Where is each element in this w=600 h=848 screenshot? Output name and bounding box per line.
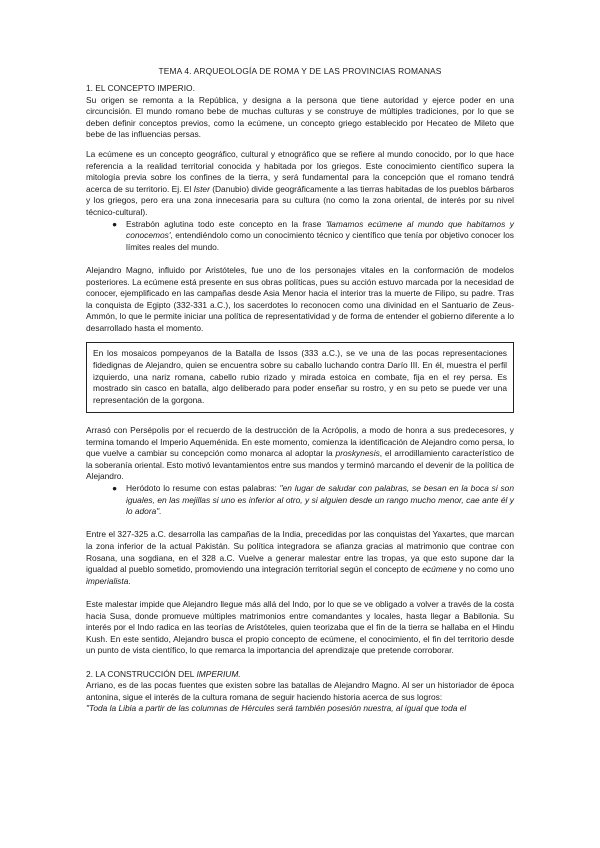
document-page bbox=[86, 66, 514, 715]
highlight-box bbox=[86, 342, 514, 413]
paragraph: Alejandro Magno, influido por Aristóteles, fue uno de los personajes vitales en la conformación de modelos posteriores. La ecúmene está presente en sus obras políticas, pues su acción estuvo marcada por la necesidad de conocer, ejemplificado en las campañas desde Asia Menor hacia el interior tras la muerte de Filipo, su padre. Tras la conquista de Egipto (332-331 a.C.), los sacerdotes lo reconocen como una divinidad en el Santuario de Zeus-Ammón, lo que le permite iniciar una política de representatividad y de forma de entender el gobierno diferente a lo desarrollado hasta el momento. bbox=[86, 264, 514, 333]
paragraph: La ecúmene es un concepto geográfico, cultural y etnográfico que se refiere al mundo conocido, por lo que hace referencia a la realidad territorial conocida y habitada por los griegos. Este conocimiento científico supera la mitología previa sobre los confines de la tierra, y será fundamental para la concepción que el romano tendrá acerca de su territorio. Ej. El Ister (Danubio) divide geográficamente a las tierras habitadas de los pueblos bárbaros y los griegos, pero era una zona innecesaria para su cultura (no como la zona oriental, de interés por su nivel técnico-cultural). bbox=[86, 148, 514, 217]
paragraph: Este malestar impide que Alejandro llegue más allá del Indo, por lo que se ve obligado a volver a través de la costa hacia Susa, donde promueve múltiples matrimonios entre comandantes y locales, hasta llegar a Babilonia. Su interés por el Indo radica en las teorías de Aristóteles, quien teorizaba que el fin de la tierra se hallaba en el Hindu Kush. En este sentido, Alejandro busca el propio concepto de ecúmene, el conocimiento, el fin del territorio desde un punto de vista científico, lo que remarca la importancia del aprendizaje que pretende corroborar. bbox=[86, 598, 514, 656]
section-2-heading: 2. LA CONSTRUCCIÓN DEL IMPERIUM. bbox=[86, 668, 241, 679]
box-text: En los mosaicos pompeyanos de la Batalla de Issos (333 a.C.), se ve una de las pocas representaciones fidedignas de Alejandro, quien se encuentra sobre su caballo luchando contra Darío III. En él, muestra el perfil izquierdo, una nariz romana, cabello rubio rizado y mirada estoica en combate, fija en el rey persa. Es mostrado sin casco en batalla, algo deliberado para poder enseñar su rostro, y en su peto se puede ver una representación de la gorgona. bbox=[93, 348, 507, 405]
list-item: ● Heródoto lo resume con estas palabras: "en lugar de saludar con palabras, se besan en la boca si son iguales, en las mejillas si uno es inferior al otro, y si alguien desde un rango mucho menor, cae ante él y lo adora". bbox=[112, 483, 514, 517]
paragraph: Su origen se remonta a la República, y designa a la persona que tiene autoridad y ejerce poder en una circuncisión. El mundo romano bebe de muchas culturas y se construye de múltiples tradiciones, por lo que se deben definir conceptos previos, como la ecúmene, un concepto griego establecido por Hecateo de Mileto que bebe de las influencias persas. bbox=[86, 94, 514, 140]
bullet-list bbox=[86, 219, 514, 254]
list-item: ● Estrabón aglutina todo este concepto en la frase 'llamamos ecúmene al mundo que habitamos y conocemos', entendiéndolo como un conocimiento técnico y científico que tenía por objetivo conocer los límites reales del mundo. bbox=[112, 218, 514, 252]
quote-text: "Toda la Libia a partir de las columnas de Hércules será también posesión nuestra, al igual que toda el bbox=[86, 703, 467, 714]
bullet-icon: ● bbox=[112, 218, 118, 229]
bullet-list bbox=[86, 483, 514, 518]
paragraph: Entre el 327-325 a.C. desarrolla las campañas de la India, precedidas por las conquistas del Yaxartes, que marcan la zona inferior de la actual Pakistán. Su política integradora se afianza gracias al matrimonio que contrae con Rosana, una sogdiana, en el 328 a.C. Vuelve a generar malestar entre las tropas, ya que esto supone dar la igualdad al pueblo sometido, promoviendo una integración territorial según el concepto de ecúmene y no como uno imperialista. bbox=[86, 529, 514, 586]
bullet-icon: ● bbox=[112, 483, 118, 493]
document-title: TEMA 4. ARQUEOLOGÍA DE ROMA Y DE LAS PROVINCIAS ROMANAS bbox=[158, 66, 442, 76]
paragraph: Arrasó con Persépolis por el recuerdo de la destrucción de la Acrópolis, a modo de honra a sus predecesores, y termina tomando el Imperio Aqueménida. En este momento, comienza la identificación de Alejandro como persa, lo que vuelve a cambiar su concepción como monarca al adoptar la proskynesis, el arrodillamiento característico de la soberanía oriental. Esto motivó levantamientos entre sus mandos y terminó marcando el devenir de la política de Alejandro. bbox=[86, 425, 514, 482]
paragraph: Arriano, es de las pocas fuentes que existen sobre las batallas de Alejandro Magno. Al ser un historiador de época antonina, sigue el interés de la cultura romana de seguir haciendo historia acerca de sus logros: bbox=[86, 680, 514, 702]
section-1-heading: 1. EL CONCEPTO IMPERIO. bbox=[86, 83, 195, 93]
